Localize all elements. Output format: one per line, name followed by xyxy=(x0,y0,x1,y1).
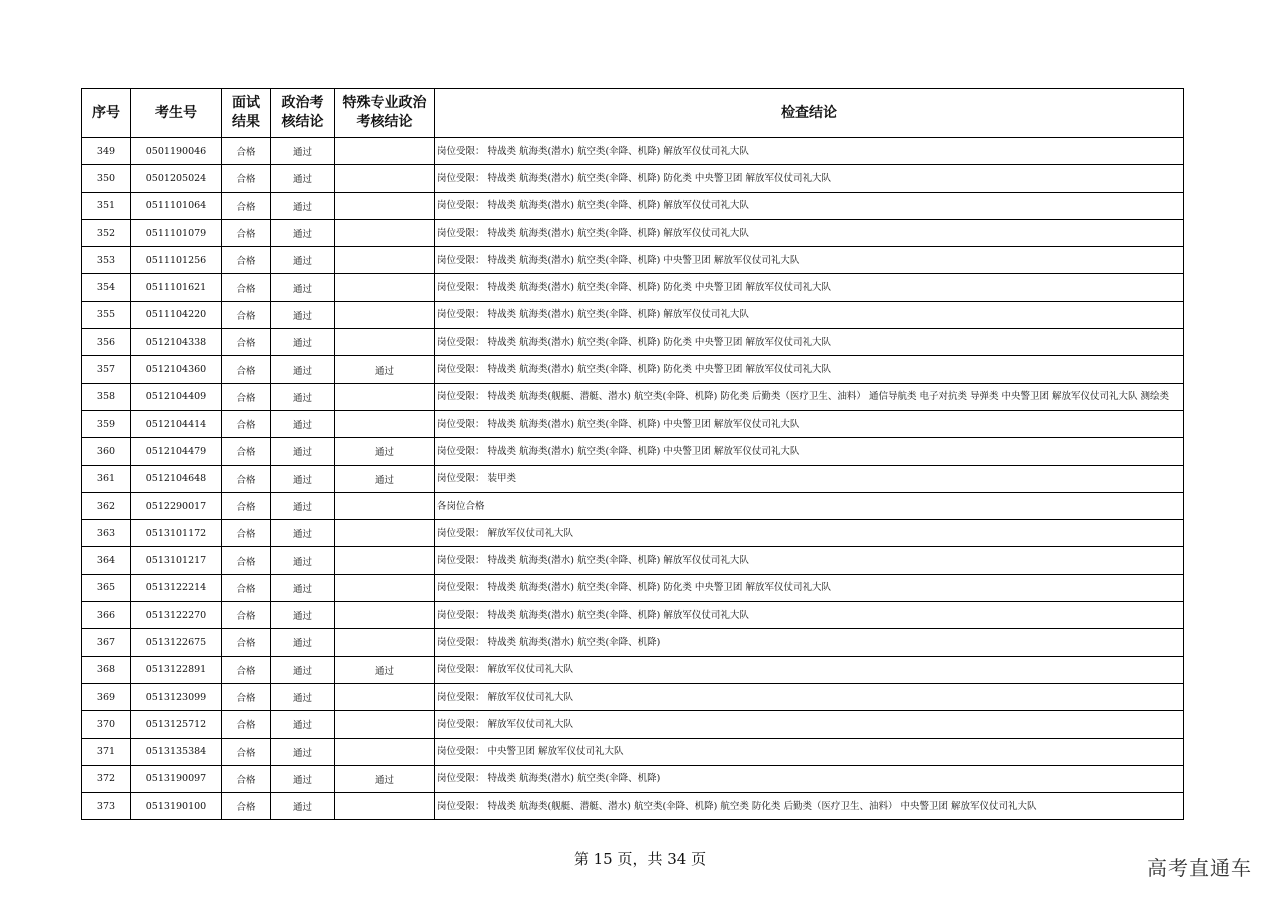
cell-political: 通过 xyxy=(271,465,335,492)
cell-exam-no: 0511101621 xyxy=(131,274,222,301)
cell-seq: 369 xyxy=(82,683,131,710)
cell-interview: 合格 xyxy=(222,683,271,710)
table-row xyxy=(82,329,1184,356)
cell-political: 通过 xyxy=(271,683,335,710)
cell-exam-no: 0512104360 xyxy=(131,356,222,383)
cell-exam-no: 0511101079 xyxy=(131,219,222,246)
cell-special xyxy=(335,165,435,192)
cell-interview: 合格 xyxy=(222,465,271,492)
cell-special xyxy=(335,629,435,656)
cell-political: 通过 xyxy=(271,629,335,656)
cell-conclusion: 岗位受限： 解放军仪仗司礼大队 xyxy=(435,656,1184,683)
cell-exam-no: 0511101064 xyxy=(131,192,222,219)
cell-exam-no: 0513122891 xyxy=(131,656,222,683)
cell-conclusion: 岗位受限： 特战类 航海类(潜水) 航空类(伞降、机降) 解放军仪仗司礼大队 xyxy=(435,219,1184,246)
cell-political: 通过 xyxy=(271,765,335,792)
table-row xyxy=(82,274,1184,301)
table-body xyxy=(82,138,1184,820)
table-row xyxy=(82,602,1184,629)
cell-seq: 373 xyxy=(82,793,131,820)
cell-seq: 359 xyxy=(82,410,131,437)
table-row xyxy=(82,465,1184,492)
cell-interview: 合格 xyxy=(222,329,271,356)
header-seq: 序号 xyxy=(82,89,131,138)
cell-exam-no: 0512104338 xyxy=(131,329,222,356)
cell-exam-no: 0512104409 xyxy=(131,383,222,410)
header-special: 特殊专业政治 考核结论 xyxy=(335,89,435,138)
cell-interview: 合格 xyxy=(222,602,271,629)
cell-seq: 361 xyxy=(82,465,131,492)
cell-special: 通过 xyxy=(335,656,435,683)
cell-conclusion: 岗位受限： 特战类 航海类(潜水) 航空类(伞降、机降) xyxy=(435,765,1184,792)
cell-interview: 合格 xyxy=(222,138,271,165)
cell-exam-no: 0513122214 xyxy=(131,574,222,601)
cell-political: 通过 xyxy=(271,438,335,465)
cell-conclusion: 岗位受限： 特战类 航海类(舰艇、潜艇、潜水) 航空类(伞降、机降) 航空类 防化类 后勤类（医疗卫生、油料） 中央警卫团 解放军仪仗司礼大队 xyxy=(435,793,1184,820)
cell-interview: 合格 xyxy=(222,793,271,820)
table-row xyxy=(82,711,1184,738)
header-interview: 面试 结果 xyxy=(222,89,271,138)
cell-exam-no: 0512290017 xyxy=(131,492,222,519)
table-row xyxy=(82,656,1184,683)
cell-exam-no: 0501205024 xyxy=(131,165,222,192)
cell-interview: 合格 xyxy=(222,247,271,274)
table-header-row xyxy=(82,89,1184,138)
cell-conclusion: 岗位受限： 特战类 航海类(潜水) 航空类(伞降、机降) 防化类 中央警卫团 解放军仪仗司礼大队 xyxy=(435,274,1184,301)
cell-conclusion: 岗位受限： 解放军仪仗司礼大队 xyxy=(435,520,1184,547)
cell-conclusion: 岗位受限： 特战类 航海类(潜水) 航空类(伞降、机降) 解放军仪仗司礼大队 xyxy=(435,192,1184,219)
cell-seq: 357 xyxy=(82,356,131,383)
table-row xyxy=(82,683,1184,710)
table-row xyxy=(82,410,1184,437)
cell-conclusion: 各岗位合格 xyxy=(435,492,1184,519)
cell-interview: 合格 xyxy=(222,356,271,383)
cell-exam-no: 0513101217 xyxy=(131,547,222,574)
cell-political: 通过 xyxy=(271,711,335,738)
cell-special xyxy=(335,192,435,219)
table-row xyxy=(82,629,1184,656)
cell-conclusion: 岗位受限： 特战类 航海类(潜水) 航空类(伞降、机降) 解放军仪仗司礼大队 xyxy=(435,301,1184,328)
cell-political: 通过 xyxy=(271,274,335,301)
cell-seq: 352 xyxy=(82,219,131,246)
cell-seq: 354 xyxy=(82,274,131,301)
cell-special xyxy=(335,711,435,738)
cell-special xyxy=(335,683,435,710)
cell-exam-no: 0511101256 xyxy=(131,247,222,274)
cell-interview: 合格 xyxy=(222,492,271,519)
header-conclusion: 检查结论 xyxy=(435,89,1184,138)
cell-political: 通过 xyxy=(271,301,335,328)
cell-political: 通过 xyxy=(271,602,335,629)
cell-special xyxy=(335,301,435,328)
header-political: 政治考 核结论 xyxy=(271,89,335,138)
cell-political: 通过 xyxy=(271,192,335,219)
cell-interview: 合格 xyxy=(222,192,271,219)
cell-interview: 合格 xyxy=(222,438,271,465)
cell-seq: 370 xyxy=(82,711,131,738)
table-row xyxy=(82,793,1184,820)
cell-seq: 353 xyxy=(82,247,131,274)
cell-conclusion: 岗位受限： 特战类 航海类(舰艇、潜艇、潜水) 航空类(伞降、机降) 防化类 后勤类（医疗卫生、油料） 通信导航类 电子对抗类 导弹类 中央警卫团 解放军仪仗司礼大队 测绘类 xyxy=(435,383,1184,410)
cell-conclusion: 岗位受限： 装甲类 xyxy=(435,465,1184,492)
cell-interview: 合格 xyxy=(222,383,271,410)
cell-interview: 合格 xyxy=(222,301,271,328)
cell-interview: 合格 xyxy=(222,547,271,574)
cell-conclusion: 岗位受限： 特战类 航海类(潜水) 航空类(伞降、机降) 中央警卫团 解放军仪仗司礼大队 xyxy=(435,247,1184,274)
cell-exam-no: 0513190097 xyxy=(131,765,222,792)
cell-seq: 368 xyxy=(82,656,131,683)
cell-seq: 355 xyxy=(82,301,131,328)
cell-conclusion: 岗位受限： 解放军仪仗司礼大队 xyxy=(435,683,1184,710)
cell-special xyxy=(335,247,435,274)
cell-special: 通过 xyxy=(335,438,435,465)
cell-exam-no: 0512104648 xyxy=(131,465,222,492)
cell-special xyxy=(335,274,435,301)
cell-seq: 365 xyxy=(82,574,131,601)
cell-interview: 合格 xyxy=(222,738,271,765)
table-row xyxy=(82,356,1184,383)
cell-political: 通过 xyxy=(271,738,335,765)
watermark-logo: 高考直通车 xyxy=(1147,856,1252,880)
cell-interview: 合格 xyxy=(222,574,271,601)
cell-conclusion: 岗位受限： 特战类 航海类(潜水) 航空类(伞降、机降) 中央警卫团 解放军仪仗司礼大队 xyxy=(435,438,1184,465)
cell-political: 通过 xyxy=(271,547,335,574)
cell-interview: 合格 xyxy=(222,410,271,437)
cell-exam-no: 0512104414 xyxy=(131,410,222,437)
cell-political: 通过 xyxy=(271,656,335,683)
cell-political: 通过 xyxy=(271,574,335,601)
cell-political: 通过 xyxy=(271,247,335,274)
cell-seq: 371 xyxy=(82,738,131,765)
cell-interview: 合格 xyxy=(222,520,271,547)
table-row xyxy=(82,520,1184,547)
cell-political: 通过 xyxy=(271,793,335,820)
cell-seq: 366 xyxy=(82,602,131,629)
cell-political: 通过 xyxy=(271,356,335,383)
cell-political: 通过 xyxy=(271,219,335,246)
cell-seq: 356 xyxy=(82,329,131,356)
cell-interview: 合格 xyxy=(222,629,271,656)
cell-seq: 362 xyxy=(82,492,131,519)
cell-political: 通过 xyxy=(271,138,335,165)
table-row xyxy=(82,492,1184,519)
table-row xyxy=(82,438,1184,465)
cell-special xyxy=(335,219,435,246)
cell-political: 通过 xyxy=(271,520,335,547)
cell-special xyxy=(335,492,435,519)
cell-political: 通过 xyxy=(271,410,335,437)
cell-special xyxy=(335,138,435,165)
cell-special xyxy=(335,329,435,356)
table-row xyxy=(82,547,1184,574)
cell-exam-no: 0513101172 xyxy=(131,520,222,547)
cell-interview: 合格 xyxy=(222,765,271,792)
cell-exam-no: 0513135384 xyxy=(131,738,222,765)
cell-special: 通过 xyxy=(335,765,435,792)
cell-conclusion: 岗位受限： 特战类 航海类(潜水) 航空类(伞降、机降) 解放军仪仗司礼大队 xyxy=(435,602,1184,629)
cell-special xyxy=(335,383,435,410)
cell-special xyxy=(335,410,435,437)
table-row xyxy=(82,738,1184,765)
cell-conclusion: 岗位受限： 特战类 航海类(潜水) 航空类(伞降、机降) 防化类 中央警卫团 解放军仪仗司礼大队 xyxy=(435,356,1184,383)
cell-conclusion: 岗位受限： 特战类 航海类(潜水) 航空类(伞降、机降) 解放军仪仗司礼大队 xyxy=(435,138,1184,165)
table-row xyxy=(82,247,1184,274)
cell-conclusion: 岗位受限： 特战类 航海类(潜水) 航空类(伞降、机降) 中央警卫团 解放军仪仗司礼大队 xyxy=(435,410,1184,437)
cell-exam-no: 0512104479 xyxy=(131,438,222,465)
cell-special: 通过 xyxy=(335,356,435,383)
cell-exam-no: 0513123099 xyxy=(131,683,222,710)
table-row xyxy=(82,165,1184,192)
cell-exam-no: 0513125712 xyxy=(131,711,222,738)
cell-conclusion: 岗位受限： 特战类 航海类(潜水) 航空类(伞降、机降) 解放军仪仗司礼大队 xyxy=(435,547,1184,574)
cell-interview: 合格 xyxy=(222,274,271,301)
cell-exam-no: 0511104220 xyxy=(131,301,222,328)
cell-political: 通过 xyxy=(271,492,335,519)
cell-interview: 合格 xyxy=(222,219,271,246)
cell-interview: 合格 xyxy=(222,711,271,738)
cell-interview: 合格 xyxy=(222,165,271,192)
table-row xyxy=(82,138,1184,165)
cell-exam-no: 0513190100 xyxy=(131,793,222,820)
page-number: 第 15 页，共 34 页 xyxy=(573,850,707,868)
cell-seq: 360 xyxy=(82,438,131,465)
table-row xyxy=(82,301,1184,328)
cell-interview: 合格 xyxy=(222,656,271,683)
cell-seq: 367 xyxy=(82,629,131,656)
cell-political: 通过 xyxy=(271,383,335,410)
cell-special xyxy=(335,738,435,765)
table-row xyxy=(82,574,1184,601)
header-exam-no: 考生号 xyxy=(131,89,222,138)
cell-seq: 372 xyxy=(82,765,131,792)
cell-exam-no: 0513122675 xyxy=(131,629,222,656)
table-row xyxy=(82,192,1184,219)
cell-special xyxy=(335,793,435,820)
cell-conclusion: 岗位受限： 特战类 航海类(潜水) 航空类(伞降、机降) 防化类 中央警卫团 解放军仪仗司礼大队 xyxy=(435,165,1184,192)
cell-conclusion: 岗位受限： 特战类 航海类(潜水) 航空类(伞降、机降) 防化类 中央警卫团 解放军仪仗司礼大队 xyxy=(435,574,1184,601)
cell-seq: 351 xyxy=(82,192,131,219)
table-row xyxy=(82,765,1184,792)
cell-conclusion: 岗位受限： 解放军仪仗司礼大队 xyxy=(435,711,1184,738)
cell-seq: 363 xyxy=(82,520,131,547)
table-row xyxy=(82,219,1184,246)
cell-exam-no: 0513122270 xyxy=(131,602,222,629)
cell-conclusion: 岗位受限： 特战类 航海类(潜水) 航空类(伞降、机降) xyxy=(435,629,1184,656)
cell-seq: 349 xyxy=(82,138,131,165)
table-row xyxy=(82,383,1184,410)
cell-seq: 358 xyxy=(82,383,131,410)
cell-conclusion: 岗位受限： 特战类 航海类(潜水) 航空类(伞降、机降) 防化类 中央警卫团 解放军仪仗司礼大队 xyxy=(435,329,1184,356)
cell-seq: 350 xyxy=(82,165,131,192)
cell-exam-no: 0501190046 xyxy=(131,138,222,165)
cell-special xyxy=(335,602,435,629)
cell-special xyxy=(335,574,435,601)
cell-political: 通过 xyxy=(271,165,335,192)
results-table xyxy=(81,88,1184,820)
cell-political: 通过 xyxy=(271,329,335,356)
cell-special xyxy=(335,547,435,574)
cell-seq: 364 xyxy=(82,547,131,574)
cell-conclusion: 岗位受限： 中央警卫团 解放军仪仗司礼大队 xyxy=(435,738,1184,765)
cell-special: 通过 xyxy=(335,465,435,492)
cell-special xyxy=(335,520,435,547)
